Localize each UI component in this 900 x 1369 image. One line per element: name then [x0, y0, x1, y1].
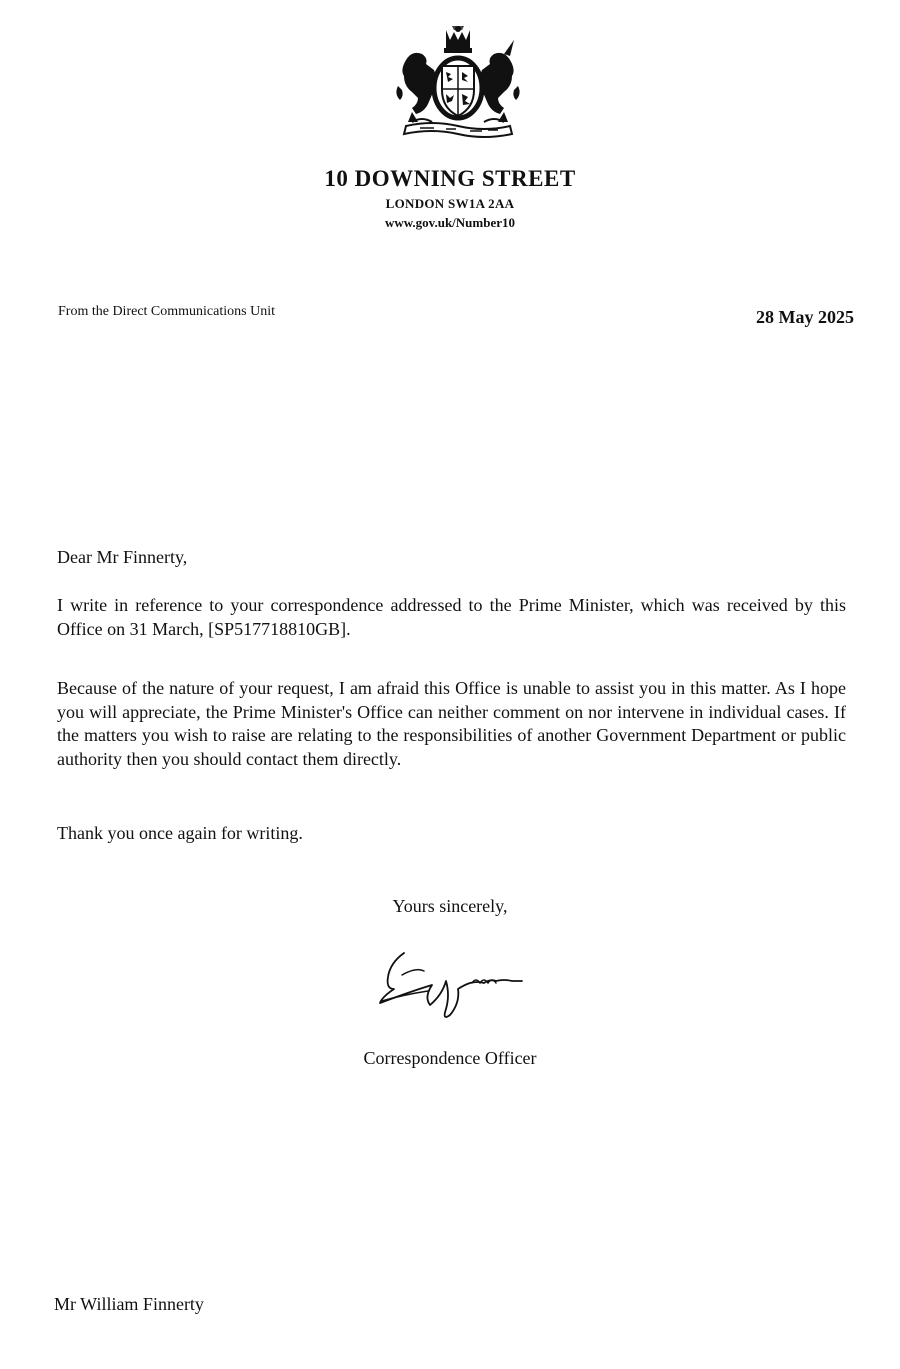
signatory-role: Correspondence Officer: [363, 1048, 537, 1068]
handwritten-signature-icon: [372, 945, 532, 1025]
paragraph-reference: I write in reference to your correspondence addressed to the Prime Minister, which was received by this Office on 31 March, [SP517718810GB].: [57, 595, 846, 639]
letterhead-website: www.gov.uk/Number10: [384, 215, 516, 230]
sender-unit: From the Direct Communications Unit: [58, 304, 275, 319]
letter-date: 28 May 2025: [756, 307, 854, 327]
paragraph-response: Because of the nature of your request, I am afraid this Office is unable to assist you in this matter. As I hope you will appreciate, the Prime Minister's Office can neither comment on nor intervene in individual cases. If the matters you wish to raise are relating to the responsibilities of another Government Department or public authority then you should contact them directly.: [57, 678, 846, 769]
recipient-name: Mr William Finnerty: [54, 1294, 204, 1314]
letterhead-street: 10 DOWNING STREET: [324, 166, 576, 191]
paragraph-thanks: Thank you once again for writing.: [57, 823, 303, 843]
letterhead-city: LONDON SW1A 2AA: [385, 196, 515, 211]
royal-coat-of-arms-icon: [392, 26, 524, 142]
salutation: Dear Mr Finnerty,: [57, 547, 188, 567]
closing-phrase: Yours sincerely,: [392, 896, 508, 916]
